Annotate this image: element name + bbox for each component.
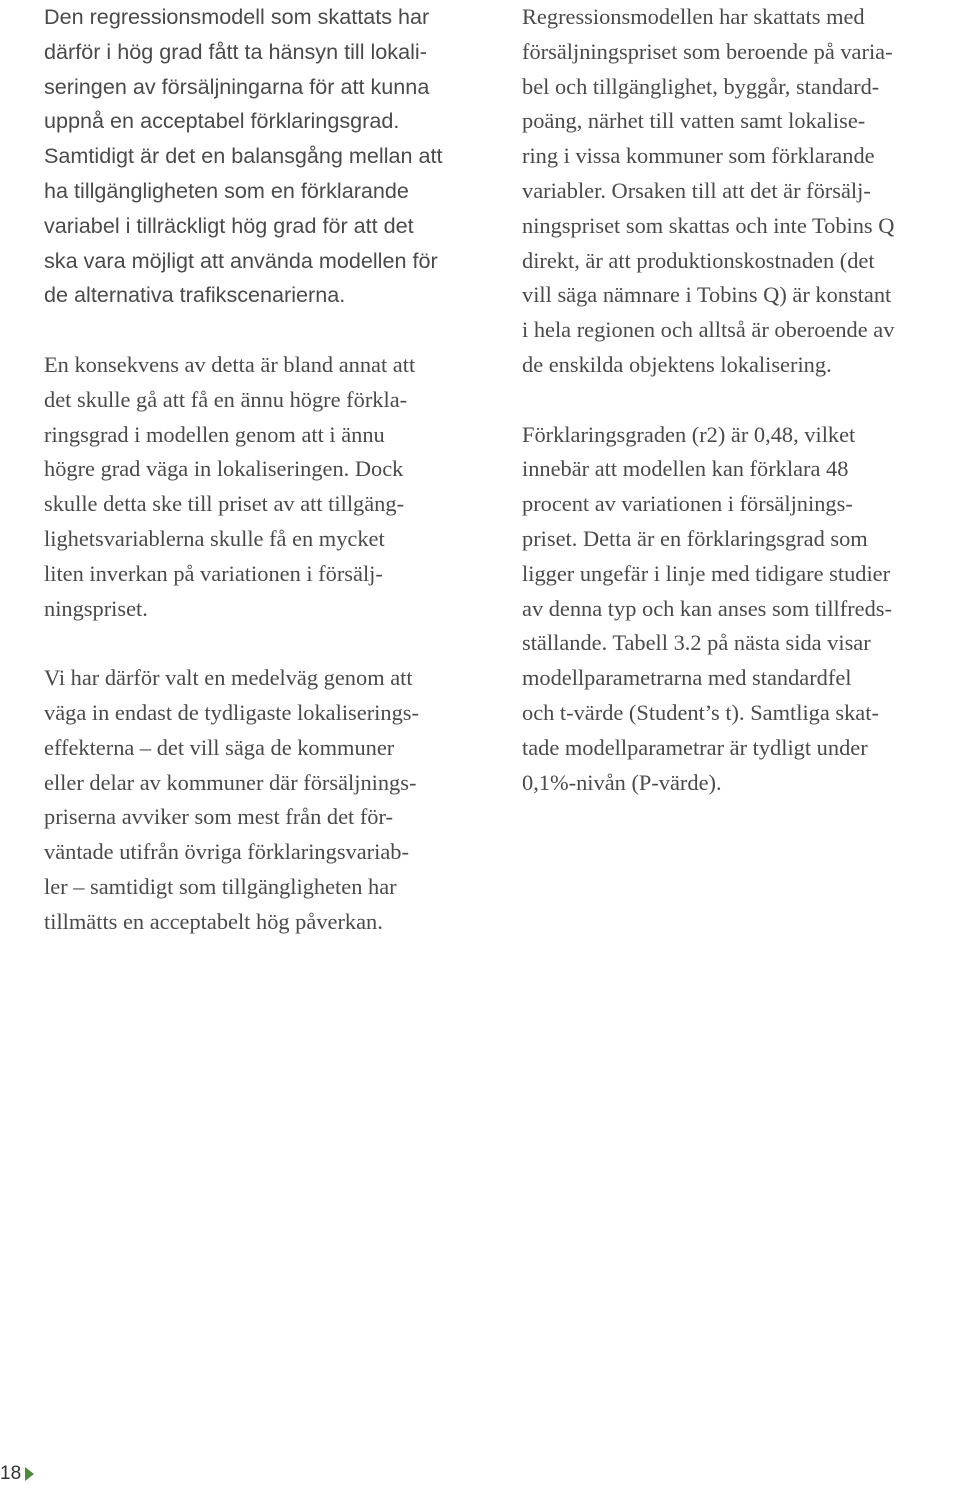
text-line: variabler. Orsaken till att det är försälj- (522, 177, 871, 203)
paragraph-gap (44, 626, 484, 661)
text-line: variabel i tillräckligt hög grad för att det (44, 212, 414, 238)
left-paragraph-2 (44, 348, 484, 626)
text-line: väga in endast de tydligaste lokaliserings- (44, 699, 419, 725)
text-line: liten inverkan på variationen i försälj- (44, 560, 383, 586)
text-line: 0,1%-nivån (P-värde). (522, 769, 722, 795)
text-line: direkt, är att produktionskostnaden (det (522, 247, 875, 273)
text-line: Den regressionsmodell som skattats har (44, 4, 430, 29)
left-column (44, 0, 484, 940)
text-line: Förklaringsgraden (r2) är 0,48, vilket (522, 421, 856, 447)
text-line: väntade utifrån övriga förklaringsvariab- (44, 839, 409, 865)
text-line: därför i hög grad fått ta hänsyn till lokali- (44, 38, 427, 64)
right-column (522, 0, 960, 800)
text-line: det skulle gå att få en ännu högre förkla- (44, 386, 408, 412)
text-line: innebär att modellen kan förklara 48 (522, 456, 849, 482)
paragraph-gap (44, 313, 484, 348)
text-line: tillmätts en acceptabelt hög påverkan. (44, 908, 383, 934)
right-paragraph-1 (522, 0, 960, 383)
text-line: procent av variationen i försäljnings- (522, 491, 853, 517)
text-line: En konsekvens av detta är bland annat att (44, 351, 416, 377)
text-line: de enskilda objektens lokalisering. (522, 351, 832, 377)
text-line: priserna avviker som mest från det för- (44, 804, 393, 830)
text-line: ring i vissa kommuner som förklarande (522, 143, 875, 169)
text-line: ställande. Tabell 3.2 på nästa sida visar (522, 630, 871, 656)
text-line: ha tillgängligheten som en förklarande (44, 177, 409, 203)
text-line: effekterna – det vill säga de kommuner (44, 734, 395, 760)
text-line: ningspriset som skattas och inte Tobins Q (522, 212, 895, 238)
text-line: Regressionsmodellen har skattats med (522, 4, 865, 29)
text-line: uppnå en acceptabel förklaringsgrad. (44, 108, 400, 134)
text-line: lighetsvariablerna skulle få en mycket (44, 525, 385, 551)
right-paragraph-2 (522, 418, 960, 801)
paragraph-gap (522, 383, 960, 418)
text-line: av denna typ och kan anses som tillfreds- (522, 595, 892, 621)
left-paragraph-1 (44, 0, 484, 313)
text-line: skulle detta ske till priset av att tillgäng- (44, 491, 405, 517)
text-line: ska vara möjligt att använda modellen för (44, 247, 438, 273)
text-line: ler – samtidigt som tillgängligheten har (44, 873, 397, 899)
text-line: vill säga nämnare i Tobins Q) är konstant (522, 282, 892, 308)
text-line: i hela regionen och alltså är oberoende av (522, 317, 895, 343)
text-line: Samtidigt är det en balansgång mellan att (44, 143, 443, 169)
text-line: modellparametrarna med standardfel (522, 665, 852, 691)
text-line: försäljningspriset som beroende på varia- (522, 38, 893, 64)
triangle-right-icon (25, 1467, 34, 1481)
text-line: högre grad väga in lokaliseringen. Dock (44, 456, 404, 482)
text-line: ningspriset. (44, 595, 148, 621)
text-line: de alternativa trafikscenarierna. (44, 282, 346, 308)
text-line: tade modellparametrar är tydligt under (522, 734, 868, 760)
text-line: priset. Detta är en förklaringsgrad som (522, 525, 868, 551)
left-paragraph-3 (44, 661, 484, 939)
text-line: Vi har därför valt en medelväg genom att (44, 665, 413, 691)
page-number: 18 (0, 1463, 22, 1484)
text-line: ligger ungefär i linje med tidigare studier (522, 560, 891, 586)
text-line: poäng, närhet till vatten samt lokalise- (522, 108, 866, 134)
text-line: eller delar av kommuner där försäljnings- (44, 769, 417, 795)
text-line: ringsgrad i modellen genom att i ännu (44, 421, 385, 447)
page-footer (0, 1462, 34, 1486)
text-line: seringen av försäljningarna för att kunna (44, 73, 430, 99)
text-line: och t-värde (Student’s t). Samtliga skat- (522, 699, 879, 725)
text-line: bel och tillgänglighet, byggår, standard- (522, 73, 880, 99)
